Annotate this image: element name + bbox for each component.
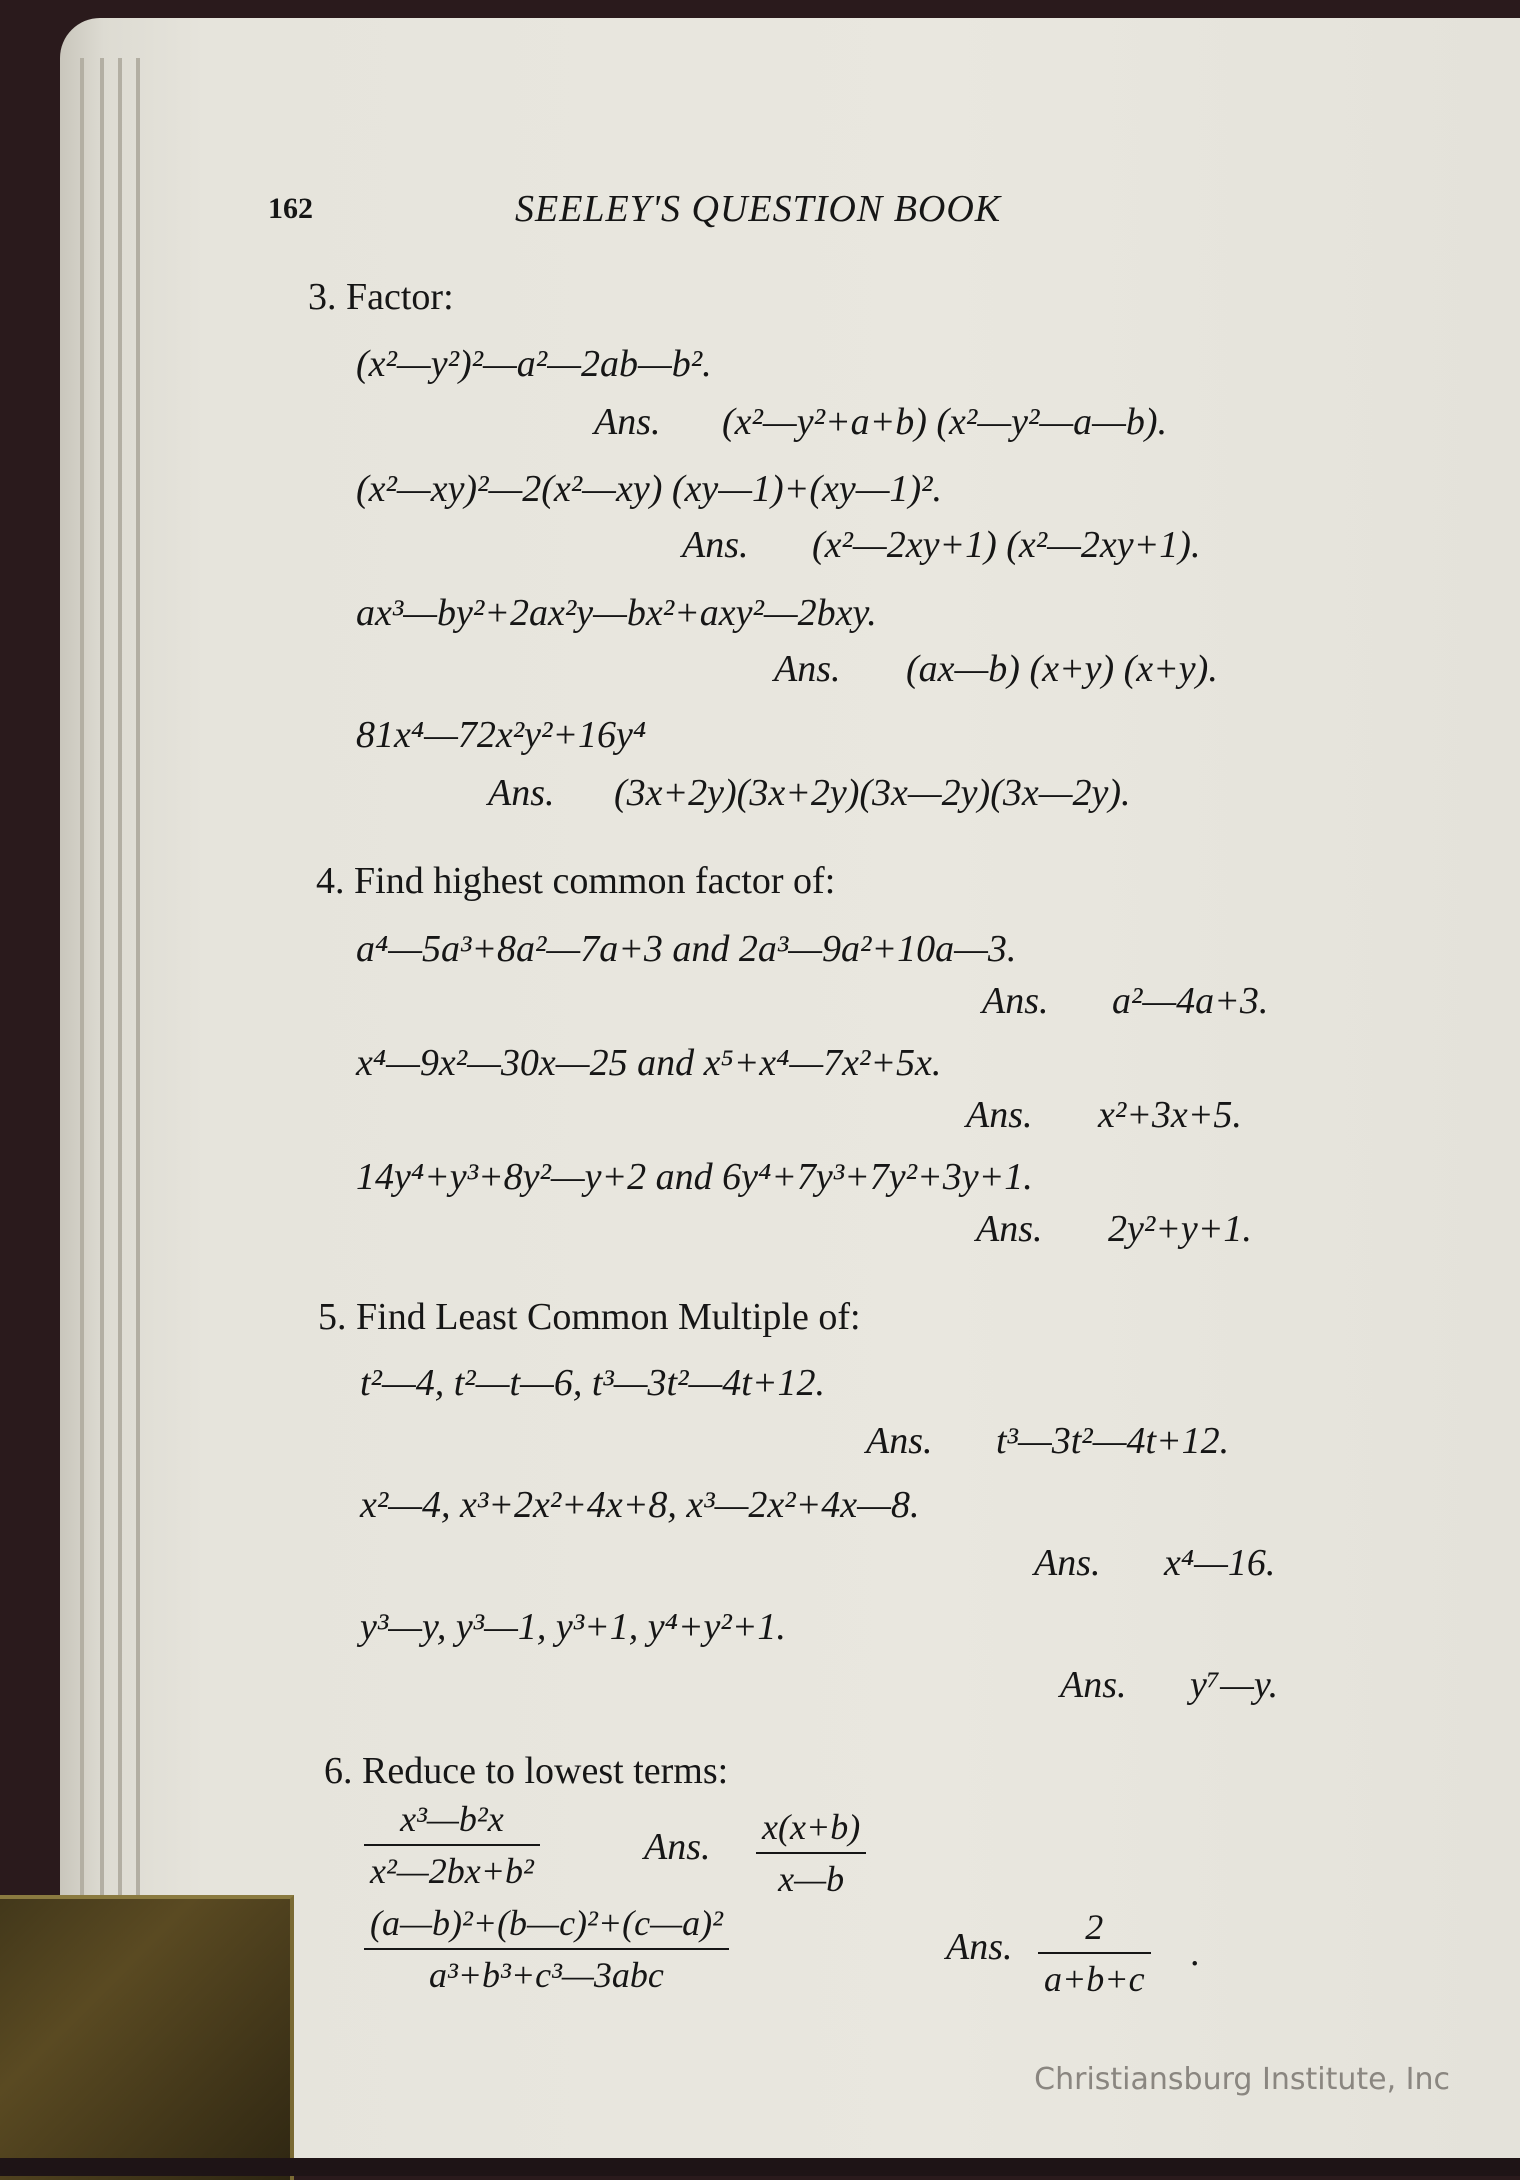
q6-heading: 6. Reduce to lowest terms: bbox=[324, 1750, 729, 1792]
q5-expr-1: t²—4, t²—t—6, t³—3t²—4t+12. bbox=[360, 1362, 825, 1404]
q6-fraction-2-denominator: a³+b³+c³—3abc bbox=[364, 1948, 729, 1996]
q4-ans-label-1: Ans. bbox=[982, 980, 1049, 1022]
q3-expr-3: ax³—by²+2ax²y—bx²+axy²—2bxy. bbox=[356, 592, 877, 634]
q4-expr-2: x⁴—9x²—30x—25 and x⁵+x⁴—7x²+5x. bbox=[356, 1042, 942, 1084]
q6-ans-label-1: Ans. bbox=[644, 1826, 711, 1868]
q5-ans-label-2: Ans. bbox=[1034, 1542, 1101, 1584]
q6-ans-fraction-1 bbox=[756, 1806, 866, 1900]
q4-ans-label-3: Ans. bbox=[976, 1208, 1043, 1250]
q3-ans-1: (x²—y²+a+b) (x²—y²—a—b). bbox=[722, 401, 1168, 443]
q5-heading: 5. Find Least Common Multiple of: bbox=[318, 1296, 861, 1338]
running-title: SEELEY'S QUESTION BOOK bbox=[515, 188, 1002, 230]
q6-ans-label-2: Ans. bbox=[946, 1926, 1013, 1968]
q5-ans-2: x⁴—16. bbox=[1164, 1542, 1276, 1584]
q5-expr-3: y³—y, y³—1, y³+1, y⁴+y²+1. bbox=[360, 1606, 786, 1648]
q3-ans-label-2: Ans. bbox=[682, 524, 749, 566]
q3-ans-3: (ax—b) (x+y) (x+y). bbox=[906, 648, 1218, 690]
q6-fraction-1-numerator: x³—b²x bbox=[400, 1799, 504, 1839]
page-edges bbox=[60, 58, 155, 2158]
page-number: 162 bbox=[268, 192, 313, 225]
q5-expr-2: x²—4, x³+2x²+4x+8, x³—2x²+4x—8. bbox=[360, 1484, 920, 1526]
q6-ans-2-denominator: a+b+c bbox=[1038, 1952, 1151, 2000]
q5-ans-label-3: Ans. bbox=[1060, 1664, 1127, 1706]
q3-ans-label-3: Ans. bbox=[774, 648, 841, 690]
q3-expr-4: 81x⁴—72x²y²+16y⁴ bbox=[356, 714, 647, 756]
bottom-shadow bbox=[0, 2158, 1520, 2176]
q6-fraction-2-numerator: (a—b)²+(b—c)²+(c—a)² bbox=[370, 1903, 723, 1943]
q4-expr-1: a⁴—5a³+8a²—7a+3 and 2a³—9a²+10a—3. bbox=[356, 928, 1017, 970]
q4-ans-3: 2y²+y+1. bbox=[1108, 1208, 1252, 1250]
q6-ans-2-numerator: 2 bbox=[1085, 1907, 1104, 1947]
q4-heading: 4. Find highest common factor of: bbox=[316, 860, 836, 902]
q3-expr-1: (x²—y²)²—a²—2ab—b². bbox=[356, 343, 712, 385]
q3-ans-4: (3x+2y)(3x+2y)(3x—2y)(3x—2y). bbox=[614, 772, 1131, 814]
q3-ans-2: (x²—2xy+1) (x²—2xy+1). bbox=[812, 524, 1201, 566]
q4-ans-1: a²—4a+3. bbox=[1112, 980, 1269, 1022]
q3-ans-label-4: Ans. bbox=[488, 772, 555, 814]
binding-clip bbox=[0, 1895, 294, 2180]
q4-expr-3: 14y⁴+y³+8y²—y+2 and 6y⁴+7y³+7y²+3y+1. bbox=[356, 1156, 1033, 1198]
q3-expr-2: (x²—xy)²—2(x²—xy) (xy—1)+(xy—1)². bbox=[356, 468, 943, 510]
q6-fraction-1 bbox=[364, 1798, 540, 1892]
q6-fraction-2 bbox=[364, 1902, 729, 1996]
q4-ans-label-2: Ans. bbox=[966, 1094, 1033, 1136]
q6-ans-1-denominator: x—b bbox=[756, 1852, 866, 1900]
q3-heading: 3. Factor: bbox=[308, 276, 454, 318]
q5-ans-1: t³—3t²—4t+12. bbox=[996, 1420, 1230, 1462]
q6-ans-fraction-2 bbox=[1038, 1906, 1151, 2000]
q5-ans-label-1: Ans. bbox=[866, 1420, 933, 1462]
q4-ans-2: x²+3x+5. bbox=[1098, 1094, 1242, 1136]
q5-ans-3: y⁷—y. bbox=[1190, 1664, 1279, 1706]
q6-ans-1-numerator: x(x+b) bbox=[762, 1807, 861, 1847]
q6-ans-2-period: . bbox=[1190, 1932, 1200, 1974]
q3-ans-label-1: Ans. bbox=[594, 401, 661, 443]
q6-fraction-1-denominator: x²—2bx+b² bbox=[364, 1844, 540, 1892]
watermark: Christiansburg Institute, Inc bbox=[1034, 2062, 1450, 2097]
